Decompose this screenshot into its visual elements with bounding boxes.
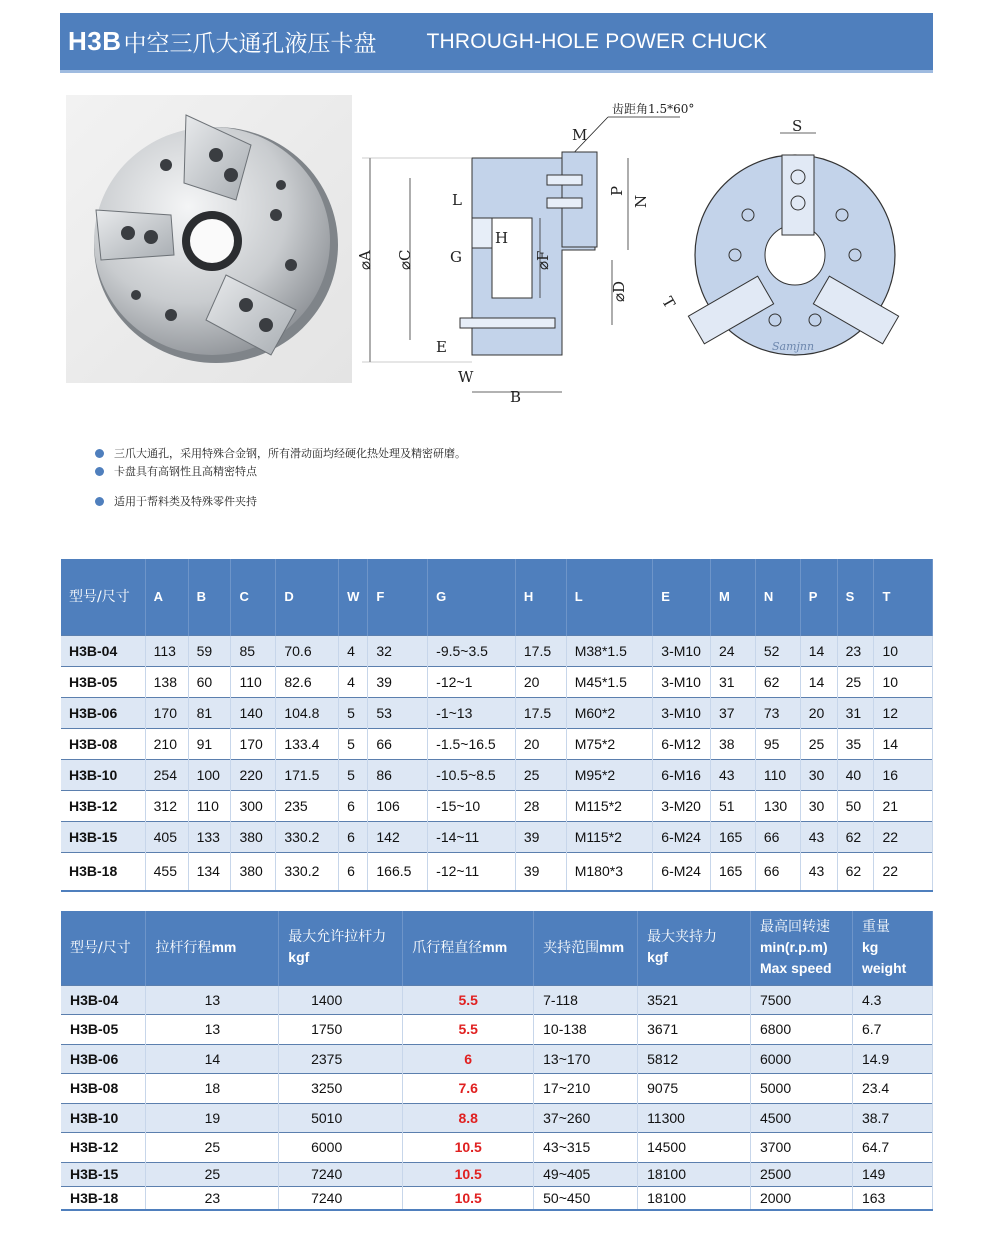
- table-row: [61, 1186, 933, 1210]
- table-cell: 86: [368, 759, 428, 790]
- table-cell: 110: [755, 759, 800, 790]
- table-cell: 38.7: [852, 1103, 932, 1133]
- table-cell: 163: [852, 1186, 932, 1210]
- table-cell: 405: [145, 821, 188, 852]
- table-cell: M75*2: [566, 728, 653, 759]
- table-cell: 171.5: [276, 759, 339, 790]
- table-cell: 23: [146, 1186, 279, 1210]
- table-cell: 20: [515, 728, 566, 759]
- dim-T: T: [658, 293, 679, 312]
- table-cell: 165: [710, 852, 755, 891]
- table-cell: 66: [755, 821, 800, 852]
- table-cell: 110: [231, 666, 276, 697]
- model-code: H3B: [68, 26, 122, 56]
- header-label: 型号/尺寸: [70, 939, 131, 956]
- table-cell: -10.5~8.5: [428, 759, 516, 790]
- brand-mark: Samjnn: [772, 340, 815, 353]
- table-row: [61, 1074, 933, 1104]
- dim-A: ⌀A: [356, 250, 374, 270]
- table-cell: 7.6: [403, 1074, 534, 1104]
- table-row: [61, 985, 933, 1015]
- table-cell: 104.8: [276, 697, 339, 728]
- table-cell: 43~315: [534, 1133, 638, 1163]
- table-cell: 3-M10: [653, 635, 711, 666]
- table-cell: 5: [339, 759, 368, 790]
- table-cell: -12~1: [428, 666, 516, 697]
- table-cell: 10: [874, 666, 933, 697]
- table-cell: 2000: [750, 1186, 852, 1210]
- column-header: [534, 911, 638, 985]
- table-cell: 18100: [638, 1186, 751, 1210]
- table-cell: -9.5~3.5: [428, 635, 516, 666]
- column-header-H: H: [515, 559, 566, 635]
- table-cell: 134: [188, 852, 231, 891]
- table-cell: 32: [368, 635, 428, 666]
- model-cell: H3B-10: [61, 759, 145, 790]
- dim-M: M: [572, 126, 588, 144]
- table-row: [61, 1162, 933, 1186]
- model-cell: H3B-04: [61, 985, 146, 1015]
- table-cell: 3-M10: [653, 666, 711, 697]
- table-cell: 5: [339, 697, 368, 728]
- table-cell: 43: [800, 852, 837, 891]
- header-unit: kg: [861, 938, 879, 955]
- table-header-row: [61, 559, 933, 635]
- table-cell: M60*2: [566, 697, 653, 728]
- table-cell: 18: [146, 1074, 279, 1104]
- bullet-dot-icon: [95, 497, 104, 506]
- table-cell: 14.9: [852, 1044, 932, 1074]
- table-cell: -1~13: [428, 697, 516, 728]
- table-cell: -1.5~16.5: [428, 728, 516, 759]
- table-row: [61, 1133, 933, 1163]
- table-cell: 10.5: [403, 1133, 534, 1163]
- model-cell: H3B-18: [61, 852, 145, 891]
- table-cell: 59: [188, 635, 231, 666]
- table-cell: 4: [339, 666, 368, 697]
- table-cell: 14500: [638, 1133, 751, 1163]
- table-cell: M115*2: [566, 821, 653, 852]
- dim-D: ⌀D: [610, 280, 628, 302]
- model-cell: H3B-08: [61, 1074, 146, 1104]
- table-cell: 37: [710, 697, 755, 728]
- table-cell: 62: [755, 666, 800, 697]
- column-header: [279, 911, 403, 985]
- model-cell: H3B-12: [61, 790, 145, 821]
- table-cell: 13: [146, 985, 279, 1015]
- column-header-D: D: [276, 559, 339, 635]
- table-cell: 62: [837, 852, 874, 891]
- table-cell: 6-M12: [653, 728, 711, 759]
- dim-C: ⌀C: [396, 249, 414, 270]
- table-cell: 113: [145, 635, 188, 666]
- model-cell: H3B-06: [61, 697, 145, 728]
- table-cell: 66: [755, 852, 800, 891]
- header-unit: mm: [482, 939, 508, 956]
- table-cell: 52: [755, 635, 800, 666]
- table-cell: 64.7: [852, 1133, 932, 1163]
- header-unit-en: Max speed: [759, 959, 832, 976]
- table-cell: 25: [837, 666, 874, 697]
- table-cell: 3-M10: [653, 697, 711, 728]
- list-item: 卡盘具有高钢性且高精密特点: [95, 462, 466, 480]
- dim-W: W: [458, 368, 474, 386]
- table-cell: 19: [146, 1103, 279, 1133]
- dim-P: P: [608, 185, 626, 196]
- table-cell: 81: [188, 697, 231, 728]
- table-cell: 53: [368, 697, 428, 728]
- table-row: [61, 697, 933, 728]
- table-cell: 142: [368, 821, 428, 852]
- model-cell: H3B-15: [61, 1162, 146, 1186]
- table-cell: 39: [368, 666, 428, 697]
- table-header-row: [61, 911, 933, 985]
- dim-F: ⌀F: [534, 250, 552, 270]
- table-cell: 62: [837, 821, 874, 852]
- table-cell: 6: [339, 821, 368, 852]
- model-cell: H3B-10: [61, 1103, 146, 1133]
- model-cell: H3B-12: [61, 1133, 146, 1163]
- table-cell: 1750: [279, 1015, 403, 1045]
- table-cell: 1400: [279, 985, 403, 1015]
- table-cell: 6.7: [852, 1015, 932, 1045]
- table-row: [61, 1103, 933, 1133]
- table-cell: 7240: [279, 1162, 403, 1186]
- header-unit: kgf: [647, 949, 669, 966]
- table-cell: 31: [710, 666, 755, 697]
- header-label: 最高回转速: [759, 918, 830, 935]
- title-chinese: 中空三爪大通孔液压卡盘: [123, 31, 377, 57]
- table-row: [61, 1015, 933, 1045]
- table-cell: 13: [146, 1015, 279, 1045]
- dim-G: G: [450, 248, 462, 266]
- column-header-C: C: [231, 559, 276, 635]
- table-cell: 4500: [750, 1103, 852, 1133]
- table-cell: 6: [403, 1044, 534, 1074]
- list-item: 适用于帮料类及特殊零件夹持: [95, 492, 466, 510]
- column-header-B: B: [188, 559, 231, 635]
- table-cell: 149: [852, 1162, 932, 1186]
- table-cell: 14: [874, 728, 933, 759]
- table-cell: 300: [231, 790, 276, 821]
- table-cell: 66: [368, 728, 428, 759]
- header-unit: kgf: [288, 949, 310, 966]
- bullet-dot-icon: [95, 449, 104, 458]
- table-cell: 10.5: [403, 1162, 534, 1186]
- performance-spec-table: [61, 911, 933, 1211]
- table-cell: 25: [146, 1162, 279, 1186]
- model-cell: H3B-06: [61, 1044, 146, 1074]
- table-cell: 138: [145, 666, 188, 697]
- header-unit-en: weight: [861, 959, 907, 976]
- table-cell: 380: [231, 821, 276, 852]
- table-row: [61, 852, 933, 891]
- column-header-T: T: [874, 559, 933, 635]
- column-header: [403, 911, 534, 985]
- table-row: [61, 1044, 933, 1074]
- table-cell: 60: [188, 666, 231, 697]
- table-cell: 170: [145, 697, 188, 728]
- model-cell: H3B-05: [61, 666, 145, 697]
- column-header-M: M: [710, 559, 755, 635]
- table-cell: 6000: [279, 1133, 403, 1163]
- table-cell: 166.5: [368, 852, 428, 891]
- table-cell: 254: [145, 759, 188, 790]
- table-cell: 5.5: [403, 985, 534, 1015]
- model-cell: H3B-18: [61, 1186, 146, 1210]
- table-cell: -12~11: [428, 852, 516, 891]
- dim-E: E: [436, 338, 447, 356]
- header-label: 爪行程直径: [412, 940, 483, 957]
- header-unit: min(r.p.m): [759, 938, 828, 955]
- table-cell: 10.5: [403, 1186, 534, 1210]
- table-cell: 7-118: [534, 985, 638, 1015]
- table-cell: 14: [800, 635, 837, 666]
- table-cell: 9075: [638, 1074, 751, 1104]
- table-cell: 18100: [638, 1162, 751, 1186]
- dim-L: L: [452, 191, 462, 209]
- table-cell: 22: [874, 821, 933, 852]
- column-header: [852, 911, 932, 985]
- table-cell: 3250: [279, 1074, 403, 1104]
- column-header: [638, 911, 751, 985]
- table-cell: 6000: [750, 1044, 852, 1074]
- table-cell: 133.4: [276, 728, 339, 759]
- table-cell: 30: [800, 790, 837, 821]
- list-item: 三爪大通孔，采用特殊合金钢，所有滑动面均经硬化热处理及精密研磨。: [95, 444, 466, 462]
- table-cell: 130: [755, 790, 800, 821]
- table-cell: 3671: [638, 1015, 751, 1045]
- table-cell: -15~10: [428, 790, 516, 821]
- table-cell: M45*1.5: [566, 666, 653, 697]
- table-cell: 5000: [750, 1074, 852, 1104]
- table-cell: 2500: [750, 1162, 852, 1186]
- column-header: [750, 911, 852, 985]
- title-banner: [60, 13, 933, 73]
- table-cell: 21: [874, 790, 933, 821]
- table-cell: 12: [874, 697, 933, 728]
- table-cell: 13~170: [534, 1044, 638, 1074]
- table-cell: 25: [800, 728, 837, 759]
- table-cell: 16: [874, 759, 933, 790]
- table-cell: 7500: [750, 985, 852, 1015]
- table-row: [61, 666, 933, 697]
- table-cell: 140: [231, 697, 276, 728]
- table-cell: 5.5: [403, 1015, 534, 1045]
- table-cell: 6-M24: [653, 821, 711, 852]
- table-cell: 17~210: [534, 1074, 638, 1104]
- table-cell: 3-M20: [653, 790, 711, 821]
- header-unit: mm: [599, 939, 625, 956]
- table-cell: 220: [231, 759, 276, 790]
- table-cell: 39: [515, 852, 566, 891]
- table-cell: 14: [146, 1044, 279, 1074]
- table-cell: 330.2: [276, 852, 339, 891]
- table-cell: 28: [515, 790, 566, 821]
- table-cell: 5: [339, 728, 368, 759]
- column-header-A: A: [145, 559, 188, 635]
- table-cell: 7240: [279, 1186, 403, 1210]
- table-cell: 39: [515, 821, 566, 852]
- table-cell: 312: [145, 790, 188, 821]
- table-cell: 110: [188, 790, 231, 821]
- table-cell: 31: [837, 697, 874, 728]
- table-cell: 49~405: [534, 1162, 638, 1186]
- dim-H: H: [495, 229, 509, 247]
- table-cell: 6: [339, 790, 368, 821]
- table-cell: M38*1.5: [566, 635, 653, 666]
- table-cell: 22: [874, 852, 933, 891]
- table-cell: 82.6: [276, 666, 339, 697]
- table-cell: 10-138: [534, 1015, 638, 1045]
- model-cell: H3B-05: [61, 1015, 146, 1045]
- header-unit: mm: [211, 939, 237, 956]
- table-cell: 5010: [279, 1103, 403, 1133]
- table-cell: 37~260: [534, 1103, 638, 1133]
- dimension-spec-table: [61, 559, 933, 892]
- table-cell: 51: [710, 790, 755, 821]
- table-cell: 3700: [750, 1133, 852, 1163]
- table-cell: M180*3: [566, 852, 653, 891]
- table-cell: 91: [188, 728, 231, 759]
- chuck-photo: [66, 95, 352, 383]
- table-cell: 50: [837, 790, 874, 821]
- header-label: 最大夹持力: [647, 929, 718, 946]
- table-cell: -14~11: [428, 821, 516, 852]
- table-row: [61, 728, 933, 759]
- header-label: 重量: [861, 918, 890, 935]
- table-cell: 106: [368, 790, 428, 821]
- column-header-W: W: [339, 559, 368, 635]
- table-cell: 14: [800, 666, 837, 697]
- table-cell: 6-M16: [653, 759, 711, 790]
- table-cell: 8.8: [403, 1103, 534, 1133]
- column-header-model: 型号/尺寸: [61, 559, 145, 635]
- column-header-N: N: [755, 559, 800, 635]
- model-cell: H3B-15: [61, 821, 145, 852]
- table-row: [61, 790, 933, 821]
- bullet-dot-icon: [95, 467, 104, 476]
- front-view-drawing: [660, 115, 920, 365]
- dim-S: S: [792, 117, 803, 135]
- table-cell: 43: [710, 759, 755, 790]
- dim-B: B: [510, 388, 522, 406]
- table-cell: 85: [231, 635, 276, 666]
- table-cell: 50~450: [534, 1186, 638, 1210]
- table-cell: 4: [339, 635, 368, 666]
- table-cell: 95: [755, 728, 800, 759]
- table-cell: 40: [837, 759, 874, 790]
- side-section-drawing: [350, 100, 695, 410]
- table-row: [61, 759, 933, 790]
- table-cell: 23: [837, 635, 874, 666]
- model-cell: H3B-08: [61, 728, 145, 759]
- table-cell: 73: [755, 697, 800, 728]
- model-cell: H3B-04: [61, 635, 145, 666]
- tooth-note: 齿距角1.5*60°: [612, 102, 695, 116]
- header-label: 最大允许拉杆力: [288, 929, 387, 946]
- table-cell: 2375: [279, 1044, 403, 1074]
- table-cell: 100: [188, 759, 231, 790]
- table-cell: 23.4: [852, 1074, 932, 1104]
- column-header-L: L: [566, 559, 653, 635]
- column-header-S: S: [837, 559, 874, 635]
- table-cell: 133: [188, 821, 231, 852]
- column-header-G: G: [428, 559, 516, 635]
- table-cell: 30: [800, 759, 837, 790]
- table-cell: 6: [339, 852, 368, 891]
- table-cell: 455: [145, 852, 188, 891]
- table-cell: 17.5: [515, 635, 566, 666]
- table-cell: 43: [800, 821, 837, 852]
- table-cell: M115*2: [566, 790, 653, 821]
- table-cell: 6800: [750, 1015, 852, 1045]
- table-cell: 25: [515, 759, 566, 790]
- title-english: THROUGH-HOLE POWER CHUCK: [426, 29, 768, 53]
- table-cell: M95*2: [566, 759, 653, 790]
- table-cell: 20: [515, 666, 566, 697]
- table-cell: 25: [146, 1133, 279, 1163]
- table-cell: 70.6: [276, 635, 339, 666]
- table-row: [61, 635, 933, 666]
- table-cell: 165: [710, 821, 755, 852]
- table-cell: 20: [800, 697, 837, 728]
- table-cell: 38: [710, 728, 755, 759]
- column-header-F: F: [368, 559, 428, 635]
- header-label: 夹持范围: [543, 940, 600, 957]
- table-cell: 17.5: [515, 697, 566, 728]
- table-cell: 24: [710, 635, 755, 666]
- table-cell: 4.3: [852, 985, 932, 1015]
- table-cell: 235: [276, 790, 339, 821]
- table-cell: 11300: [638, 1103, 751, 1133]
- table-row: [61, 821, 933, 852]
- column-header-E: E: [653, 559, 711, 635]
- table-cell: 6-M24: [653, 852, 711, 891]
- dim-N: N: [632, 194, 650, 208]
- table-cell: 170: [231, 728, 276, 759]
- feature-list: [95, 444, 466, 510]
- header-label: 拉杆行程: [155, 940, 212, 957]
- table-cell: 5812: [638, 1044, 751, 1074]
- column-header: [146, 911, 279, 985]
- column-header-P: P: [800, 559, 837, 635]
- table-cell: 380: [231, 852, 276, 891]
- table-cell: 10: [874, 635, 933, 666]
- table-cell: 3521: [638, 985, 751, 1015]
- table-cell: 330.2: [276, 821, 339, 852]
- table-cell: 35: [837, 728, 874, 759]
- column-header: [61, 911, 146, 985]
- table-cell: 210: [145, 728, 188, 759]
